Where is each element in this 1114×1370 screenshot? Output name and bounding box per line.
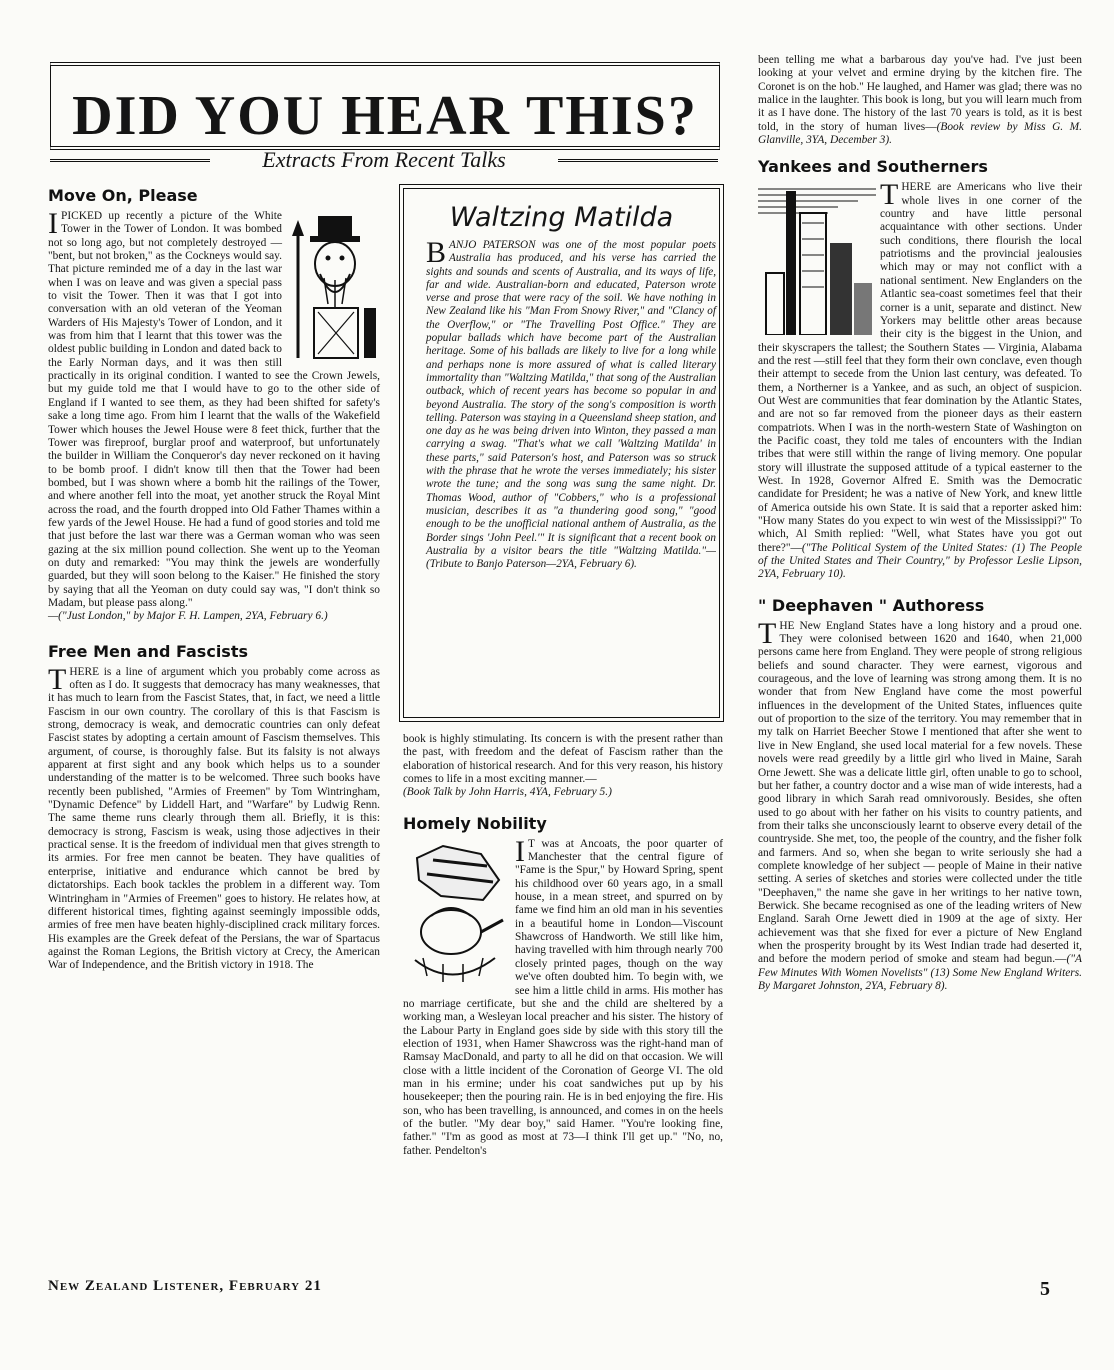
dropcap: T bbox=[48, 662, 67, 696]
waltzing-matilda-title: Waltzing Matilda bbox=[449, 202, 674, 233]
section-heading-homely: Homely Nobility bbox=[403, 813, 547, 833]
homely-text: T was at Ancoats, the poor quarter of Manchester that the central figure of "Fame is the Spur," by Howard Spring, spent his childhood over 60 years ago, in a small house, in a mean street, and spurred on by fame we find him an old man in his seventies in a beautiful home in London—Viscount Shawcross of Handworth. We still like him, having travelled with him through nearly 700 closely printed pages, though on the way we've often doubted him. To begin with, we see him a little child in arms. His mother has no marriage certificate, but she and the child are sheltered by a working man, a Wesleyan local preacher and his sister. The history of the Labour Party in England goes side by side with this story till the election of 1931, when Hamer Shawcross was the right-hand man of Ramsay MacDonald, and party to all he did on that occasion. We will close with a little incident of the Coronation of George VI. The old man in his ermine; under his coat sandwiches put up by his housekeeper; then the pouring rain. He is in bed enjoying the fire. His son, who has been travelling, is announced, and comes in on the heels of the butler. "My dear boy," said Hamer. "You're looking fine, father." "I'm as good as most at 73—I think I'll get up." "No, no, father. Pendelton's bbox=[403, 837, 723, 1157]
page-subtitle: Extracts From Recent Talks bbox=[262, 147, 506, 172]
homely-continued-text: been telling me what a barbarous day you've had. I've just been looking at your velvet and ermine drying by the kitchen fire. The Coronet is on the hob." He laughed, and Hamer was glad; there was no malice in the laughter. This book is long, but you will learn much from it as I have done. The history of the last 70 years is told, as it is best told, in the story of human lives— bbox=[758, 54, 1082, 133]
waltzing-matilda-box bbox=[403, 188, 720, 718]
skyscraper-illustration bbox=[758, 183, 876, 335]
waltzing-matilda-body bbox=[426, 236, 716, 571]
free-men-continued: book is highly stimulating. Its concern is with the present rather than the past, with freedom and the defeat of Fascism rather than the elaboration of historical research. And for this very reason, his history comes to life in a most exciting manner.— bbox=[403, 733, 723, 786]
masthead bbox=[50, 62, 718, 172]
right-column bbox=[758, 54, 1082, 993]
left-column bbox=[48, 186, 380, 973]
free-men-credit: (Book Talk by John Harris, 4YA, February 5.) bbox=[403, 786, 612, 799]
homely-continued bbox=[758, 54, 1082, 147]
yankees-text: HERE are Americans who live their whole lives in one corner of the country and have little personal acquaintance with other sections. Under such conditions, there flourish the local patriotisms and the provincial jealousies which may or may not conflict with a national sentiment. New Englanders on the Atlantic sea-coast sometimes feel that their corner is a unit, separate and distinct. New Yorkers may belittle other areas because their city is the biggest in the Union, and their skyscrapers the tallest; the Southern States — Virginia, Alabama and the rest —still feel that they form their own conclave, even though their attempt to secede from the Union last century, was defeated. To them, a Northerner is a Yankee, and as such, an object of suspicion. Out West are communities that fear domination by the Atlantic States, and are not so far removed from the pioneer days as their eastern compatriots. When I was in the north-western State of Washington on the Pacific coast, they told me tales of encounters with the Indian tribes that were still within the range of living memory. One popular story will illustrate the supposed attitude of a typical easterner to the West. In 1928, Governor Alfred E. Smith was the Democratic candidate for President; he was a native of New York, and knew little of America outside his own State. It is said that a reporter asked him: "How many States do you expect to win west of the Mississippi?" To which, Al Smith replied: "Well, what States have you got out there?"— bbox=[758, 181, 1082, 554]
kettle-illustration bbox=[403, 840, 509, 990]
move-on-credit: —("Just London," by Major F. H. Lampen, 2YA, February 6.) bbox=[48, 610, 328, 623]
section-heading-deephaven: " Deephaven " Authoress bbox=[758, 595, 985, 615]
yeoman-warder-illustration bbox=[288, 212, 380, 360]
dropcap: I bbox=[515, 834, 525, 868]
homely-credit: (Book review by Miss G. M. Glanville, 3YA, December 3). bbox=[758, 120, 1082, 147]
title-box bbox=[50, 62, 720, 150]
deephaven-credit: ("A Few Minutes With Women Novelists" (13) Some New England Writers. By Margaret Johnston, 2YA, February 8). bbox=[758, 953, 1082, 992]
footer-publication: New Zealand Listener, February 21 bbox=[48, 1278, 322, 1294]
dropcap: T bbox=[880, 178, 899, 212]
free-men-body bbox=[48, 662, 380, 973]
dropcap: T bbox=[758, 616, 777, 650]
deephaven-body bbox=[758, 616, 1082, 994]
section-heading-move-on: Move On, Please bbox=[48, 186, 198, 205]
subtitle-rule-right bbox=[558, 159, 718, 162]
waltzing-matilda-text: ANJO PATERSON was one of the most popular poets Australia has produced, and his verse has carried the sights and sounds and scents of Australia, and its ways of life, far and wide. Australian-born and educated, Paterson wrote verse and prose that were racy of the soil. We have nothing in New Zealand like his "Man From Snowy River," and "Clancy of the Overflow," or "The Travelling Post Office." They are popular ballads which have become part of the Australian heritage. Some of his ballads are likely to live for a long while and perhaps none is more assured of what is called literary immortality than "Waltzing Matilda," that song of the Australian outback, which of recent years has become so popular in and beyond Australia. The story of the song's composition is worth telling. Paterson was staying in a Queensland sheep station, and one day as he was being driven into Winton, they passed a man carrying a swag. "That's what we call 'Waltzing Matilda' in these parts," said Paterson's host, and Paterson was so struck with the phrase that he wrote the verses immediately; his sister wrote the tune; and the song was sung the same night. Dr. Thomas Wood, author of "Cobbers," who is a professional musician, describes it as "a thundering good song," "good enough to be the unofficial national anthem of Australia, as the Border sings 'John Peel.'" It is significant that a recent book on Australia by a visitor bears the title "Waltzing Matilda."—(Tribute to Banjo Paterson—2YA, February 6). bbox=[426, 239, 716, 571]
dropcap: B bbox=[426, 236, 447, 269]
section-heading-free-men: Free Men and Fascists bbox=[48, 641, 248, 661]
move-on-text: PICKED up recently a picture of the White Tower in the Tower of London. It was bombed not so long ago, but not completely destroyed — "bent, but not broken," as the Cockneys would say. That picture reminded me of a day in the last war when I was on leave and was given a special pass to visit the Tower. Then it was that I got into conversation with an old veteran of the Yeoman Warders of His Majesty's Tower of London, and it was from him that I learnt that this tower was the oldest public building in London and dated back to the Early Norman days, and it was then still practically in its original condition. I wanted to see the Crown Jewels, but my guide told me that I would have to go to the other side of England if I wanted to see them, as they had been shifted for safety's sake a long time ago. From him I learnt that the walls of the Wakefield Tower which houses the Jewel House were 8 feet thick, further that the Tower was fireproof, burglar proof and waterproof, but unfortunately the builder in William the Conqueror's day never reckoned on it having to be bomb proof. I didn't know till then that the Tower had been bombed, but I was shown where a bomb hit the railings of the Tower, and where another fell into the moat, yet another struck the Royal Mint across the road, and the fourth dropped into Old Father Thames within a few yards of the Jewel House. He had a fund of good stories and told me that just before the last war there was a German woman who was seen gazing at the six million pound collection. She went up to the Yeoman on duty and remarked: "You may think the jewels are wonderfully guarded, but they will soon belong to the Kaiser." He finished the story by saying that all the Yeoman on duty could say was, "I don't think so Madam, but please pass along." bbox=[48, 210, 380, 609]
yankees-credit: ("The Political System of the United States: (1) The People of the United States and Their Country," by Professor Leslie Lipson, 2YA, February 10). bbox=[758, 541, 1082, 581]
free-men-text: HERE is a line of argument which you probably come across as often as I do. It suggests that democracy has many weaknesses, that it has much to learn from the Fascist States, that, in fact, we need a little Fascism in our own country. The corollary of this is that Fascism is strong, democracy is weak, and democratic countries can only defeat Fascist states by adopting a certain amount of Fascism themselves. This argument, of course, is thoroughly false. But its falsity is not always apparent at first sight and any book which helps us to a sounder understanding of the matter is to be welcomed. Three such books have recently been published, "Armies of Freemen" by Tom Wintringham, "Dynamic Defence" by Liddell Hart, and "Warfare" by Ludwig Renn. The same theme runs clearly through them all. Briefly, it is this: democracy is strong, Fascism is weak, using those adjectives in their practical sense. It is the freedom of individual men that gives strength to its armies. For free men cannot be beaten. They have qualities of enterprise, initiative and endurance which cannot be bred by dictatorships. Each book tackles the problem in a different way. Tom Wintringham in "Armies of Freemen" goes to history. He relates how, at different historical times, fighting against seemingly impossible odds, armies of free men have beaten highly-disciplined crack military forces. His examples are the Greek defeat of the Persians, the war of Spartacus against the Roman Legions, the British victory at Crecy, the American War of Independence, and the British victory in 1918. The bbox=[48, 665, 380, 972]
page-number: 5 bbox=[1040, 1278, 1050, 1300]
dropcap: I bbox=[48, 207, 58, 240]
middle-column bbox=[403, 733, 723, 1158]
section-heading-yankees: Yankees and Southerners bbox=[758, 157, 988, 177]
deephaven-text: HE New England States have a long history and a proud one. They were colonised between 1620 and 1640, when 21,000 persons came here from England. They were people of strong religious beliefs and sound character. They were earnest, vigorous and courageous, and the love of learning was strong among them. It is no wonder that from New England have come the most powerful influences in the development of the United States, influences quite out of proportion to the size of the territory. You may remember that in my talk on Harriet Beecher Stowe I mentioned that after she went to live in New England, she used local material for a few novels. These novels were read greedily by a little girl who lived in Maine, Sarah Orne Jewett. She was a delicate little girl, often unable to go to school, but her father, a country doctor and a wise man of wide interests, had a good library in which Sarah read omnivorously. Besides, she often used to go about with her father on his visits to country patients, and from their talks she unconsciously learnt to observe every detail of the countryside. She met, too, the people of the country, and the fisher folk and farmers. And so, when she began to write seriously she had a complete knowledge of her subject — people of Maine in their native setting. A series of sketches and stories were collected under the title "Deephaven," the name she gave in her writings to her native town, Berwick. She became recognised as one of the leading writers of New England. Sarah Orne Jewett died in 1909 at the age of sixty. Her achievement was that she fixed for ever a picture of New England when the prosperity brought by its West Indian trade had deserted it, and before the modern period of smoke and steam had begun.— bbox=[758, 619, 1082, 966]
page-title: DID YOU HEAR THIS? bbox=[72, 85, 698, 147]
